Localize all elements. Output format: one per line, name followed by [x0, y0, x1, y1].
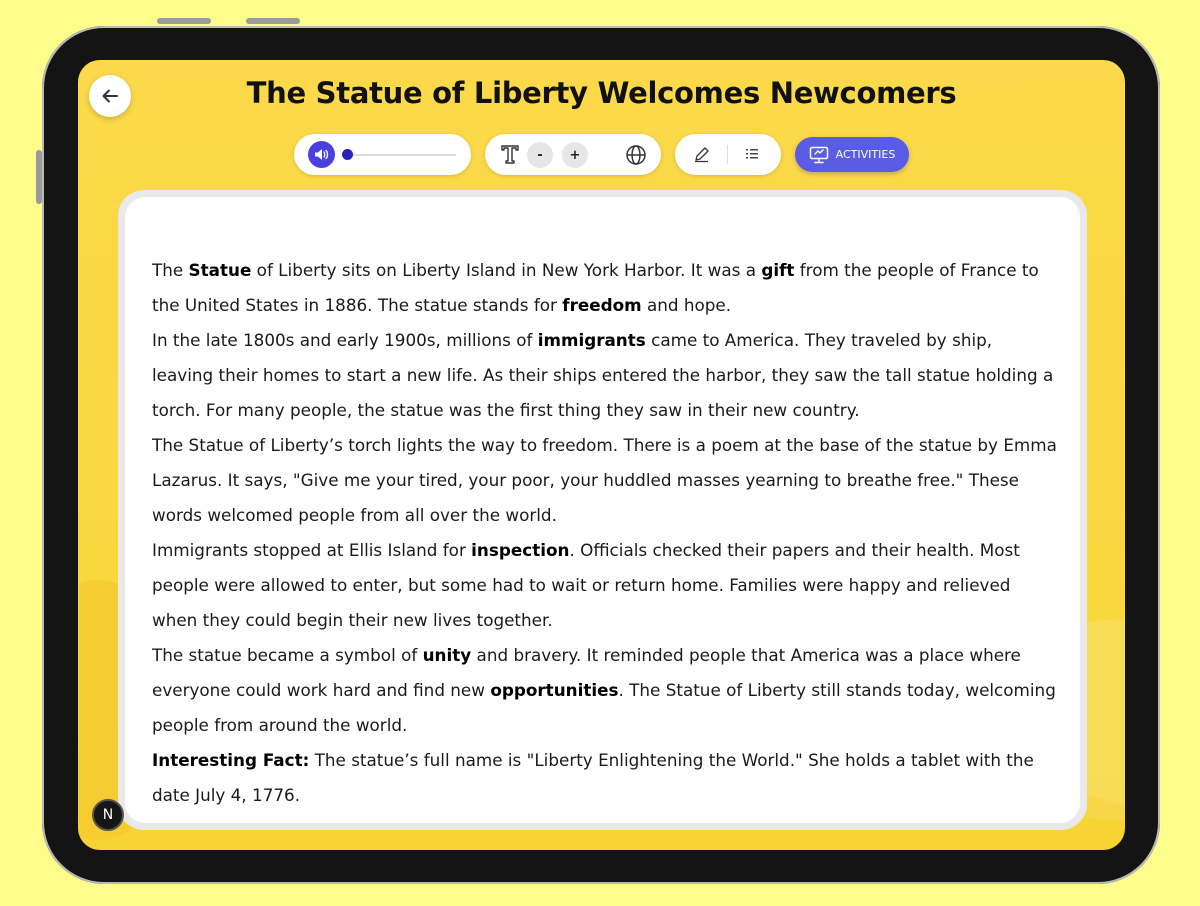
- article-text-run: from the people of France to the United States in 1886. The statue stands for: [152, 260, 1039, 315]
- activities-button[interactable]: [795, 137, 909, 172]
- speaker-icon: [314, 148, 329, 161]
- vocabulary-word[interactable]: Interesting Fact:: [152, 750, 310, 770]
- article-paragraph: [152, 743, 1057, 813]
- reading-card: [118, 190, 1087, 830]
- vocabulary-word[interactable]: gift: [761, 260, 795, 280]
- app-badge[interactable]: N: [92, 799, 124, 831]
- article-text-run: and bravery. It reminded people that America was a place where everyone could work hard and find new: [152, 645, 1021, 700]
- list-icon[interactable]: [745, 147, 759, 161]
- vocabulary-word[interactable]: freedom: [562, 295, 642, 315]
- audio-progress-track[interactable]: [344, 154, 456, 156]
- page-title: The Statue of Liberty Welcomes Newcomers: [246, 76, 957, 110]
- article-text-run: Immigrants stopped at Ellis Island for: [152, 540, 472, 560]
- activities-label: ACTIVITIES: [835, 148, 896, 161]
- tablet-top-button-1: [157, 18, 211, 24]
- vocabulary-word[interactable]: immigrants: [537, 330, 646, 350]
- article-text-run: . The Statue of Liberty still stands today, welcoming people from around the world.: [152, 680, 1056, 735]
- vocabulary-word[interactable]: unity: [422, 645, 472, 665]
- article-paragraph: [152, 428, 1057, 533]
- article-text-run: The: [152, 260, 189, 280]
- vocabulary-word[interactable]: inspection: [471, 540, 570, 560]
- annotation-tools: [675, 134, 781, 175]
- article-text-run: The Statue of Liberty’s torch lights the way to freedom. There is a poem at the base of the statue by Emma Lazarus. It says, "Give me your tired, your poor, your huddled masses yearning to breathe free." These words welcomed people from all over the world.: [152, 435, 1057, 525]
- article-text-run: and hope.: [641, 295, 732, 315]
- tablet-top-button-2: [246, 18, 300, 24]
- audio-player: [294, 134, 471, 175]
- article-text-run: The statue’s full name is "Liberty Enlightening the World." She holds a tablet with the date July 4, 1776.: [152, 750, 1034, 805]
- increase-text-size-button[interactable]: +: [562, 142, 588, 168]
- article-text-run: . Officials checked their papers and their health. Most people were allowed to enter, but some had to wait or return home. Families were happy and relieved when they could begin their new lives together.: [152, 540, 1020, 630]
- article-text-run: The statue became a symbol of: [152, 645, 423, 665]
- toolbar-divider: [727, 145, 728, 164]
- text-tools: [485, 134, 661, 175]
- pencil-icon[interactable]: [693, 146, 710, 163]
- article-paragraph: [152, 323, 1057, 428]
- app-screen: [78, 60, 1125, 850]
- reading-card-inner: [125, 197, 1080, 823]
- audio-progress-handle[interactable]: [342, 149, 353, 160]
- decrease-text-size-button[interactable]: -: [527, 142, 553, 168]
- article-paragraph: [152, 638, 1057, 743]
- play-audio-button[interactable]: [308, 141, 335, 168]
- vocabulary-word[interactable]: opportunities: [490, 680, 619, 700]
- article-paragraph: [152, 533, 1057, 638]
- article-text: [152, 253, 1057, 813]
- text-size-icon: [499, 143, 521, 165]
- vocabulary-word[interactable]: Statue: [188, 260, 252, 280]
- article-paragraph: [152, 253, 1057, 323]
- article-text-run: of Liberty sits on Liberty Island in New York Harbor. It was a: [251, 260, 762, 280]
- article-text-run: came to America. They traveled by ship, leaving their homes to start a new life. As their ships entered the harbor, they saw the tall statue holding a torch. For many people, the statue was the first thing they saw in their new country.: [152, 330, 1054, 420]
- presentation-icon: [809, 146, 829, 164]
- font-style-button[interactable]: [498, 142, 522, 166]
- globe-icon[interactable]: [624, 143, 648, 167]
- article-text-run: In the late 1800s and early 1900s, millions of: [152, 330, 538, 350]
